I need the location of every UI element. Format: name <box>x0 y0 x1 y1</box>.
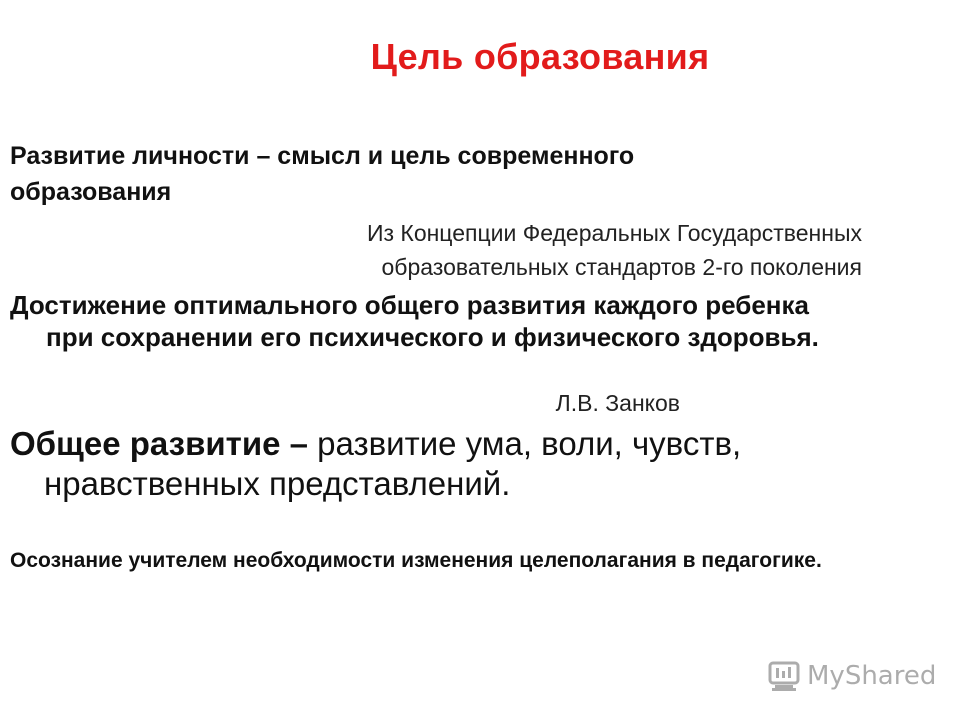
myshared-logo-icon <box>767 659 801 693</box>
general-development-definition <box>10 424 924 504</box>
myshared-brand-text: MyShared <box>807 661 937 691</box>
zankov-attribution: Л.В. Занков <box>555 390 680 416</box>
thesis-line-1: Развитие личности – смысл и цель современного <box>10 142 635 170</box>
source-citation-line-2: образовательных стандартов 2-го поколения <box>381 254 862 280</box>
myshared-watermark <box>767 656 936 696</box>
zankov-quote: Достижение оптимального общего развития каждого ребенка при сохранении его психического и физического здоровья. <box>10 290 819 352</box>
thesis-line-2: образования <box>10 178 172 206</box>
source-citation-line-1: Из Концепции Федеральных Государственных <box>366 220 862 246</box>
definition-text: развитие ума, воли, чувств, нравственных представлений. <box>44 425 742 502</box>
definition-term: Общее развитие – <box>10 425 308 462</box>
source-citation-fgos <box>230 216 862 284</box>
goal-setting-statement: Осознание учителем необходимости изменения целеполагания в педагогике. <box>10 549 822 572</box>
slide-title: Цель образования <box>370 36 710 77</box>
thesis-paragraph <box>10 138 890 210</box>
